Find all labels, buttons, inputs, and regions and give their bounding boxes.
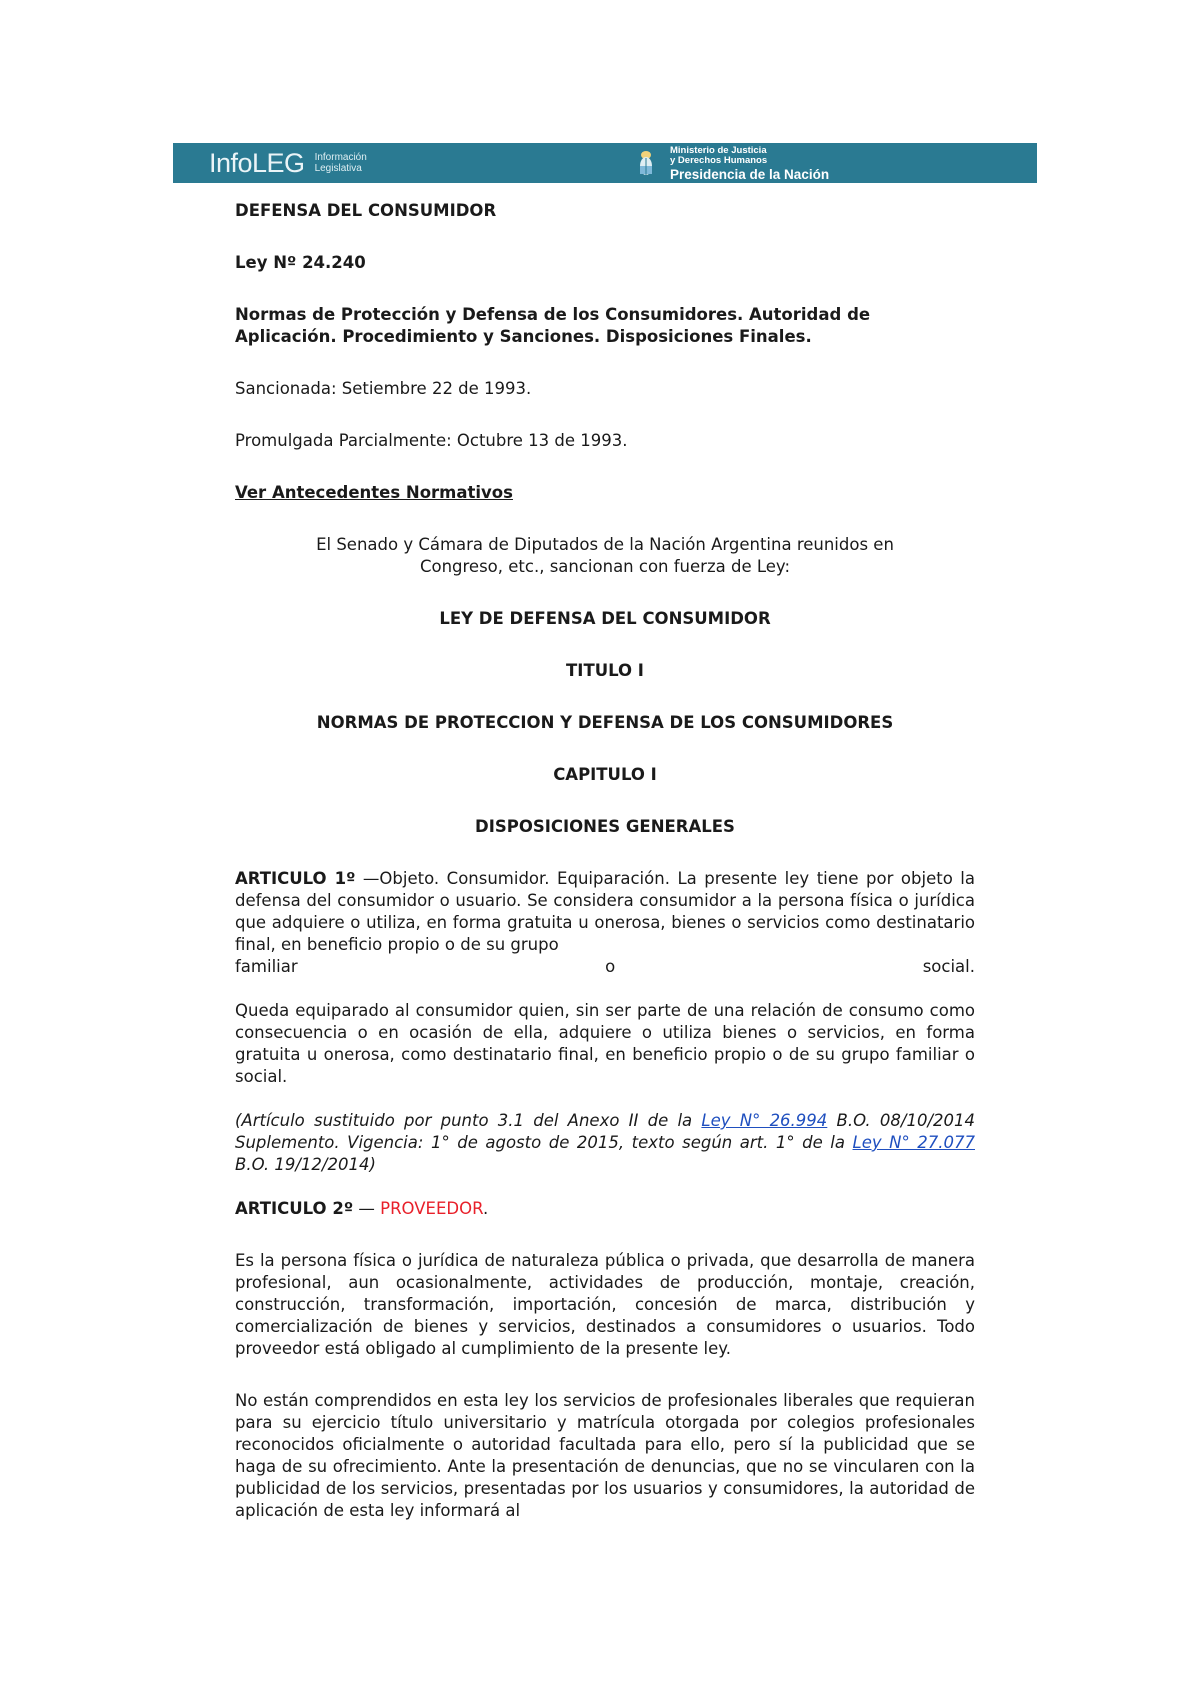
- law-title: LEY DE DEFENSA DEL CONSUMIDOR: [439, 609, 771, 628]
- sanction-date: Sancionada: Setiembre 22 de 1993.: [235, 379, 532, 398]
- antecedents-link[interactable]: Ver Antecedentes Normativos: [235, 483, 513, 502]
- note-text-3: B.O. 19/12/2014): [235, 1155, 376, 1174]
- law-27077-link[interactable]: Ley N° 27.077: [852, 1133, 975, 1152]
- article-1: [235, 868, 975, 956]
- logo-sub-line-1: Información: [314, 152, 367, 163]
- article-2-paragraph-2: No están comprendidos en esta ley los servicios de profesionales liberales que requieran para su ejercicio título universitario y matrícula otorgada por colegios profesionales reconocidos oficialmente o autoridad facultada para ello, pero sí la publicidad que se haga de su ofrecimiento. Ante la presentación de denuncias, que no se vincularen con la publicidad de los servicios, presentadas por los usuarios y consumidores, la autoridad de aplicación de esta ley informará al: [235, 1391, 975, 1520]
- preamble: [235, 534, 975, 578]
- titulo-name: NORMAS DE PROTECCION Y DEFENSA DE LOS CONSUMIDORES: [316, 713, 894, 732]
- capitulo-name: DISPOSICIONES GENERALES: [475, 817, 735, 836]
- infoleg-header-banner: [173, 143, 1037, 183]
- ministry-line-2: y Derechos Humanos: [670, 155, 768, 166]
- article-2-paragraph-1: Es la persona física o jurídica de naturaleza pública o privada, que desarrolla de manera profesional, aun ocasionalmente, actividades de producción, montaje, creación, construcción, transformación, importación, concesión de marca, distribución y comercialización de bienes y servicios, destinados a consumidores o usuarios. Todo proveedor está obligado al cumplimiento de la presente ley.: [235, 1251, 975, 1358]
- document-heading: DEFENSA DEL CONSUMIDOR: [235, 201, 497, 220]
- antecedents-link-row: [235, 482, 975, 504]
- subtitle-line-1: Normas de Protección y Defensa de los Consumidores. Autoridad de: [235, 305, 871, 324]
- article-1-last-line: familiar o social.: [235, 957, 975, 976]
- ministry-label: [670, 146, 829, 182]
- promulgation-date: Promulgada Parcialmente: Octubre 13 de 1993.: [235, 431, 628, 450]
- article-1-amendment-note: [235, 1110, 975, 1176]
- law-document: [235, 200, 975, 1522]
- argentina-coat-of-arms-icon: [639, 149, 653, 177]
- article-1-label: ARTICULO 1º: [235, 869, 356, 888]
- preamble-line-2: Congreso, etc., sancionan con fuerza de Ley:: [419, 557, 791, 576]
- law-26994-link[interactable]: Ley N° 26.994: [701, 1111, 828, 1130]
- subtitle: [235, 304, 975, 348]
- note-text-2: B.O. 08/10/2014 Suplemento. Vigencia: 1° de agosto de 2015, texto según art. 1° de la: [235, 1111, 975, 1152]
- article-2-label: ARTICULO 2º: [235, 1199, 354, 1218]
- capitulo-heading: CAPITULO I: [553, 765, 657, 784]
- article-2-dot: .: [482, 1199, 489, 1218]
- article-2-dash: —: [353, 1199, 381, 1218]
- article-2-title: PROVEEDOR: [380, 1199, 483, 1218]
- presidency-label: Presidencia de la Nación: [670, 167, 830, 182]
- logo-sub-line-2: Legislativa: [314, 163, 362, 174]
- infoleg-logo: InfoLEG: [209, 147, 305, 178]
- article-1-text: —Objeto. Consumidor. Equiparación. La presente ley tiene por objeto la defensa del consumidor o usuario. Se considera consumidor a la persona física o jurídica que adquiere o utiliza, en forma gratuita u onerosa, bienes o servicios como destinatario final, en beneficio propio o de su grupo: [235, 869, 976, 954]
- subtitle-line-2: Aplicación. Procedimiento y Sanciones. Disposiciones Finales.: [235, 327, 812, 346]
- titulo-heading: TITULO I: [566, 661, 644, 680]
- ministry-line-1: Ministerio de Justicia: [670, 145, 767, 156]
- article-1-paragraph-2: Queda equiparado al consumidor quien, sin ser parte de una relación de consumo como consecuencia o en ocasión de ella, adquiere o utiliza bienes o servicios, en forma gratuita u onerosa, como destinatario final, en beneficio propio o de su grupo familiar o social.: [235, 1001, 975, 1086]
- infoleg-logo-subtitle: [315, 152, 367, 174]
- law-number: Ley Nº 24.240: [235, 253, 366, 272]
- note-text-1: (Artículo sustituido por punto 3.1 del Anexo II de la: [235, 1111, 702, 1130]
- article-2-heading: [235, 1198, 975, 1220]
- preamble-line-1: El Senado y Cámara de Diputados de la Nación Argentina reunidos en: [316, 535, 894, 554]
